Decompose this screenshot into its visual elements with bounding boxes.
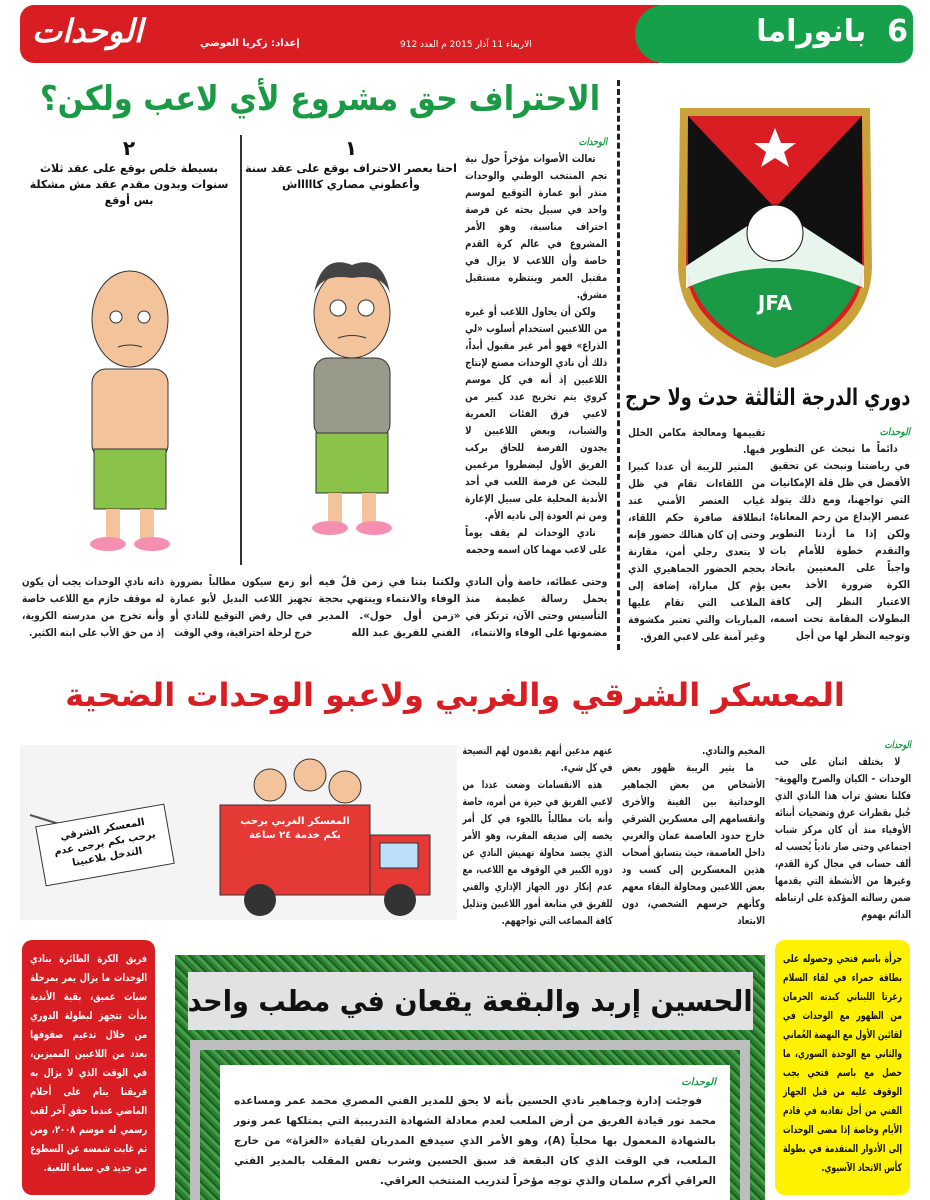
cartoon-panel-2 xyxy=(20,135,238,565)
basem-fathi-note xyxy=(783,950,902,1185)
article3-col-3 xyxy=(462,743,612,933)
panel-number: ١ xyxy=(344,136,358,160)
article1-bottom-col-3 xyxy=(170,574,312,648)
article1-bottom-col-4 xyxy=(22,574,164,648)
article3-col-1 xyxy=(775,738,911,933)
article4-headline-text: الحسين إربد والبقعة يقعان في مطب واحد xyxy=(187,984,754,1018)
article-source: الوحدات xyxy=(879,427,910,438)
cartoon-camps xyxy=(20,745,457,920)
volleyball-note xyxy=(30,950,147,1185)
article3-col-2 xyxy=(622,743,765,933)
panel-caption: احنا بعصر الاحتراف بوقع على عقد سنة وأعطوني مصاري كاااااش xyxy=(245,162,457,191)
section-title xyxy=(756,14,908,49)
paragraph: المخيم والنادي. xyxy=(702,745,765,757)
article1-headline-text: الاحتراف حق مشروع لأي لاعب ولكن؟ xyxy=(39,79,600,119)
panel-divider xyxy=(240,135,242,565)
jfa-logo-icon xyxy=(640,88,910,373)
article4-headline xyxy=(188,972,753,1030)
article1-bottom-col-2 xyxy=(318,574,460,648)
paragraph: دائماً ما نبحث عن التطوير في رياضتنا ونبحث عن تحقيق الأفضل في ظل قلة الإمكانيات التي تواجهنا، ومع ذلك يتولد عنصر الإبداع من رحم المعاناة؛ ولكن إذا ما أردنا التطوير والتقدم خطوة للأمام بات واجباً على المعنيين باتحاد الكرة ضرورة الأخذ بعين الاعتبار النظر إلى كافة البطولات المقامة تحت اسمه، وتوجيه النظر لها من أجل xyxy=(770,443,910,642)
panel-caption: بسيطة خلص بوقع على عقد ثلاث سنوات وبدون مقدم عقد مش مشكلة بس أوقع xyxy=(29,162,229,207)
article2-headline xyxy=(625,380,910,416)
paragraph: لا يختلف اثنان على حب الوحدات – الكيان والصرح والهوية– فكلنا نعشق تراب هذا النادي الذي جُبل بقطرات عرق وتضحيات أبنائه الأوفياء منذ أن كان مركز شباب اجتماعي وحتى صار نادياً يُحسب له ألف حساب في مجال كرة القدم، وغيرها من الأنشطة التي يقدمها ضمن رسالته المؤكدة على ارتباطه الدائم بهموم xyxy=(775,756,911,921)
article2-col-right xyxy=(770,425,910,647)
article1-column xyxy=(465,135,607,568)
logo-text: JFA xyxy=(757,291,793,315)
paragraph: تقييمها ومعالجة مكامن الخلل فيها. xyxy=(628,427,765,456)
paragraph: هذه الانقسامات وضعت عددا من لاعبي الفريق في حيرة من أمره، خاصة وأنه بات مطالباً باللجوء في كل أمر يخصه إلى صديقه المقرب، وهو الأمر الذي يجسد محاولة تهميش النادي عن دوره الكبير في الوقوف مع اللاعب، مع عدم إنكار دور الجهاز الإداري والفني للفريق في متابعة أمور اللاعبين وتذليل كافة المصاعب التي تواجههم. xyxy=(462,779,612,927)
east-camp-sign: المعسكر الشرقي يرحب بكم يرجى عدم التدخل بلاعبينا xyxy=(53,816,157,869)
paragraph: المثير للريبة أن عددا كبيرا من اللقاءات تقام في ظل غياب العنصر الأمني عند انطلاقة صافرة حكم اللقاء، وحتى إن كان هنالك حضور فإنه لا يتعدى رجلي أمن، مقارنة بحجم الحضور الجماهيري الذي يؤم كل مباراة، إضافة إلى الملاعب التي تقام عليها المباريات والتي تعتبر مكشوفة وغير آمنة على لاعبي الفرق. xyxy=(628,461,765,643)
article-source: الوحدات xyxy=(578,137,607,148)
paragraph: وحتى عطائه، خاصة وأن النادي يحمل رسالة عظيمة منذ التأسيس وحتى الآن، ترتكز في مضمونها على الوفاء والانتماء، xyxy=(465,576,607,639)
paragraph: نادي الوحدات لم يقف يوماً على لاعب مهما كان اسمه وحجمه xyxy=(465,527,607,556)
paragraph: عنهم مدعين أنهم يقدمون لهم النصيحة في كل شيء. xyxy=(462,745,612,774)
paragraph: ذاته نادي الوحدات يجب أن يكون له موقف حازم مع اللاعب خاصة وأنه تخرج من مدرسته الكروية، إذ من حق الأب على ابنه الكثير. xyxy=(22,576,164,639)
article1-headline xyxy=(40,76,600,122)
article2-col-left xyxy=(628,425,765,647)
article-source: الوحدات xyxy=(681,1077,716,1088)
paragraph: فوجئت إدارة وجماهير نادي الحسين بأنه لا يحق للمدير الفني المصري محمد عمر ومساعده محمد نور قيادة الفريق من أرض الملعب لعدم معادلة الشهادة التدريبية التي يمتلكها عمر ونور بالشهادة المعمول بها محلياً (A)، وهو الأمر الذي سيدفع المدربان لقيادة «الغزاة» من خارج الملعب، في الوقت الذي كان البقعة قد سبق الحسين وشرب نفس المقلب بالمدير الفني العراقي أكرم سلمان والذي توجه مؤخراً لتدريب المنتخب العراقي. xyxy=(234,1095,716,1187)
section-name: بانوراما xyxy=(756,14,867,49)
cartoon-panel-1 xyxy=(242,135,460,565)
article-source: الوحدات xyxy=(884,740,911,751)
truck-sign: المعسكر الغربي يرحب بكم خدمة ٢٤ ساعة xyxy=(240,816,350,841)
paragraph: فريق الكرة الطائرة بنادي الوحدات ما يزال يمر بمرحلة سبات عميق، بقية الأندية بدأت تتجهز لبطولة الدوري من خلال تدعيم صفوفها بعدد من اللاعبين المميزين، في الوقت الذي لا يزال به فريقنا ينام على أحلام الماضي عندما حقق آخر لقب رسمي له موسم ٢٠٠٨، ومن ثم غابت شمسه عن السطوع من جديد في سماء اللعبة. xyxy=(30,953,147,1174)
page-number: 6 xyxy=(887,14,908,49)
paragraph: تعالت الأصوات مؤخراً حول نية نجم المنتخب الوطني والوحدات منذر أبو عمارة التوقيع لموسم واحد في سبيل بحثه عن فرصة احتراف مناسبة، وهو الأمر المشروع في عالم كرة القدم خاصة وأن اللاعب لا يزال في مقتبل العمر وينتظره مستقبل مشرق. xyxy=(465,153,607,301)
cartoon-player-icon xyxy=(20,209,238,559)
panel-number: ٢ xyxy=(122,136,136,160)
article4-body xyxy=(234,1075,716,1195)
paragraph: جرأة باسم فتحي وحصوله على بطاقة حمراء في لقاء السلام زغرتا اللبناني كبدته الحرمان من الظهور مع الوحدات في لقائين الأول مع النهضة العُماني والثاني مع الوحدة السوري، ما حصل مع باسم فتحي يجب الوقوف عليه من قبل الجهاز الفني من أجل تفاديه في قادم الأيام وخاصة إذا مضى الوحدات إلى الأدوار المتقدمة في بطولة كأس الاتحاد الآسيوي. xyxy=(783,953,902,1174)
byline: إعداد: زكريا العوضي xyxy=(200,38,300,49)
divider xyxy=(617,80,620,650)
paper-logo: الوحدات xyxy=(32,12,143,50)
paragraph: أبو زمع سيكون مطالباً بضرورة تجهيز اللاعب البديل لأبو عمارة في حال رفض التوقيع للنادي أو خرج لرحلة احترافية، وفي الوقت xyxy=(170,576,312,639)
paragraph: ما يثير الريبة ظهور بعض الأشخاص من بعض الجماهير الوحداتية بين الفينة والأخرى وانقسامهم إلى معسكرين الشرقي خارج حدود العاصمة عمان والغربي داخل العاصمة، حيث يتسابق أصحاب هذين المعسكرين إلى كسب ود بعض اللاعبين ومحاولة البقاء معهم وكأنهم حرسهم الشخصي، دون الابتعاد xyxy=(622,762,765,927)
article2-headline-text: دوري الدرجة الثالثة حدث ولا حرج xyxy=(624,385,910,411)
article3-headline xyxy=(40,672,870,718)
paragraph: ولكننا بتنا في زمن قلّ فيه الوفاء والانتماء وينتهي بحجة «زمن أول حول». المدير الفني للفريق عبد الله xyxy=(318,576,460,639)
paragraph: ولكن أن يحاول اللاعب أو غيره من اللاعبين استخدام أسلوب «لي الذراع» فهو أمر غير مقبول أبداً، ذلك أن نادي الوحدات مصنع لإنتاج اللاعبين إذ أنه في كل موسم كروي يتم تخريج عدد كبير من لاعبي فرق الفئات العمرية والشباب، وبعض اللاعبين لا يجدون الفرصة للحاق بركب الفريق الأول ليضطروا مرغمين للبحث عن فرصة اللعب في أحد الأندية المحلية على سبيل الإعارة ومن ثم العودة إلى ناديه الأم. xyxy=(465,306,607,522)
cartoon-player-icon xyxy=(242,193,460,543)
article1-bottom-col-1 xyxy=(465,574,607,648)
article3-headline-text: المعسكر الشرقي والغربي ولاعبو الوحدات الضحية xyxy=(65,676,845,714)
issue-date: الاربعاء 11 آذار 2015 م العدد 912 xyxy=(400,40,532,50)
